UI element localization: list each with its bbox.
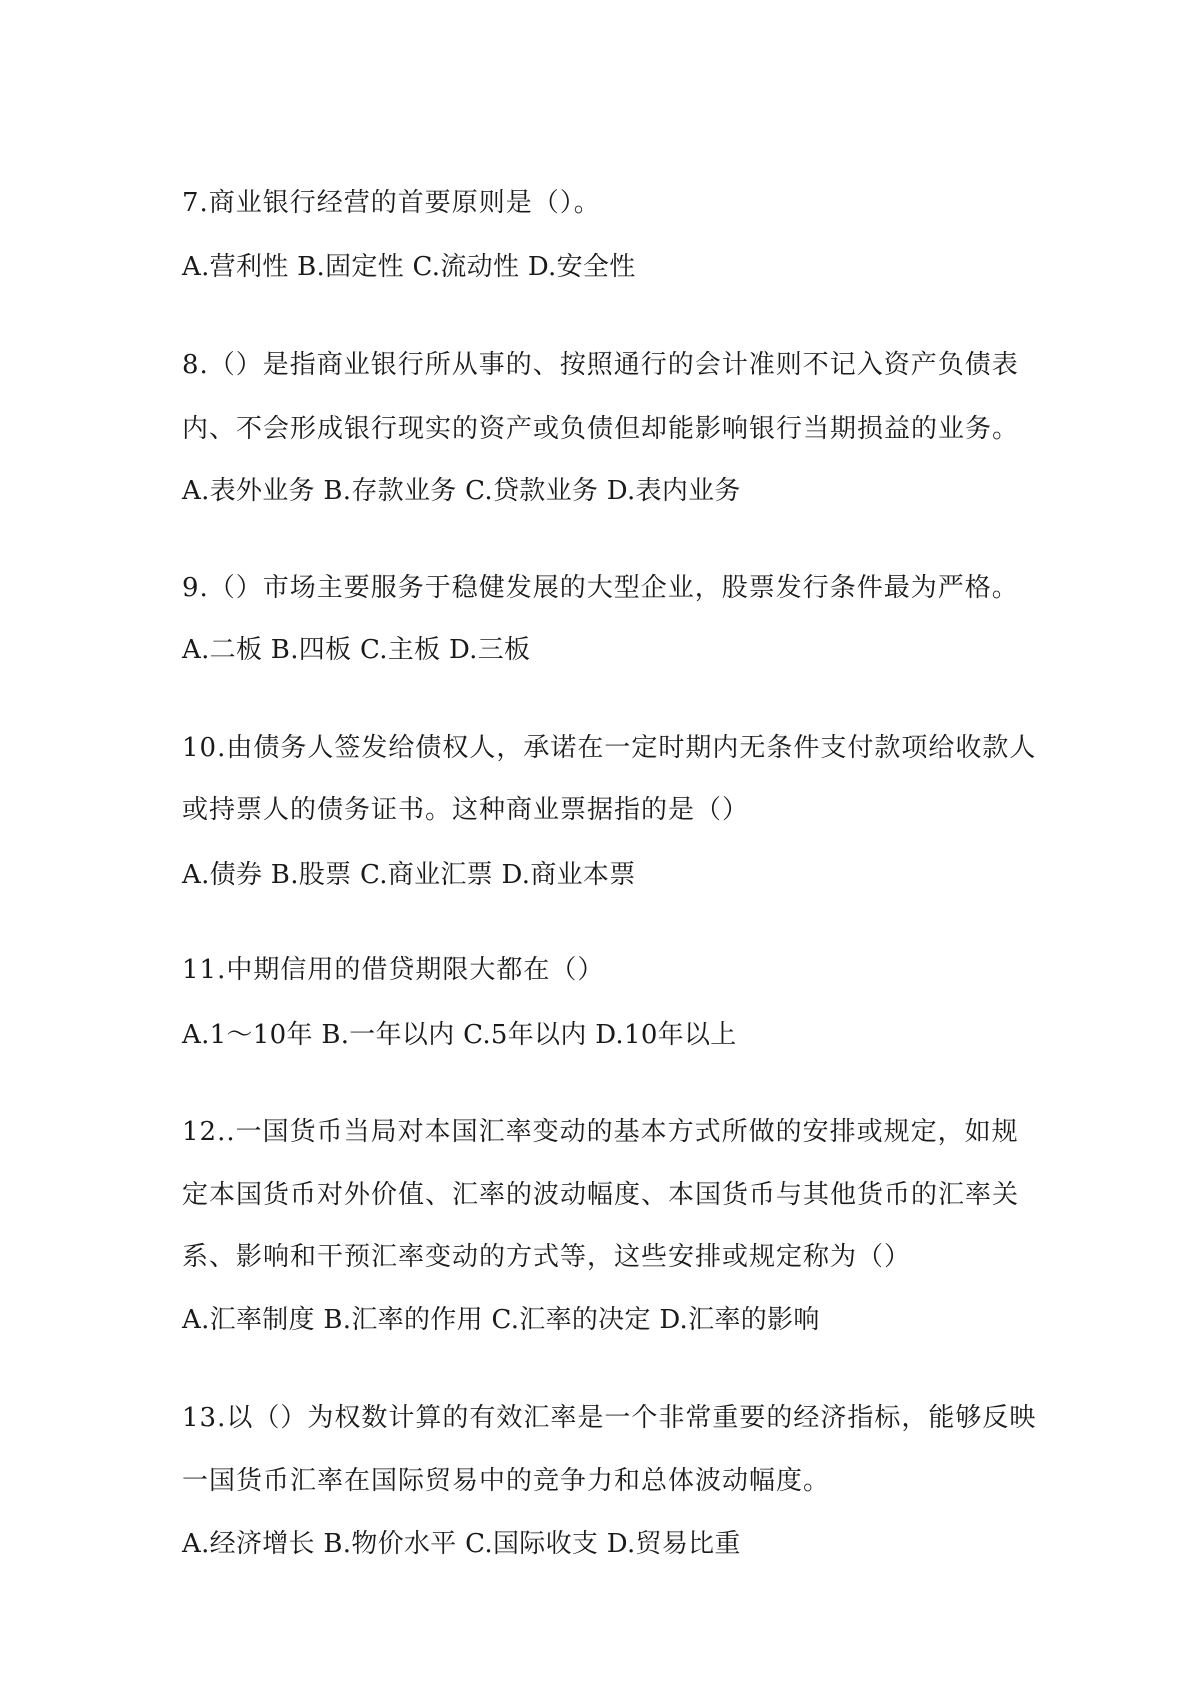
question-12-line-2: 定本国货币对外价值、汇率的波动幅度、本国货币与其他货币的汇率关 [182,1180,1020,1210]
question-9-options: A.二板 B.四板 C.主板 D.三板 [182,635,531,665]
question-13-line-2: 一国货币汇率在国际贸易中的竞争力和总体波动幅度。 [182,1466,831,1496]
question-11-options: A.1～10年 B.一年以内 C.5年以内 D.10年以上 [182,1020,737,1050]
question-8-options: A.表外业务 B.存款业务 C.贷款业务 D.表内业务 [182,476,741,506]
question-7-options: A.营利性 B.固定性 C.流动性 D.安全性 [182,252,636,282]
question-10-options: A.债券 B.股票 C.商业汇票 D.商业本票 [182,860,636,890]
question-13-line-1: 13.以（）为权数计算的有效汇率是一个非常重要的经济指标，能够反映 [182,1403,1037,1433]
question-8-line-1: 8.（）是指商业银行所从事的、按照通行的会计准则不记入资产负债表 [182,350,1019,380]
question-7-line-1: 7.商业银行经营的首要原则是（）。 [182,188,601,218]
question-12-line-3: 系、影响和干预汇率变动的方式等，这些安排或规定称为（） [182,1242,912,1272]
question-12-options: A.汇率制度 B.汇率的作用 C.汇率的决定 D.汇率的影响 [182,1305,820,1335]
question-9-line-1: 9.（）市场主要服务于稳健发展的大型企业，股票发行条件最为严格。 [182,573,1019,603]
question-11-line-1: 11.中期信用的借贷期限大都在（） [182,955,605,985]
question-10-line-2: 或持票人的债务证书。这种商业票据指的是（） [182,795,750,825]
question-8-line-2: 内、不会形成银行现实的资产或负债但却能影响银行当期损益的业务。 [182,414,1020,444]
question-13-options: A.经济增长 B.物价水平 C.国际收支 D.贸易比重 [182,1529,741,1559]
question-10-line-1: 10.由债务人签发给债权人，承诺在一定时期内无条件支付款项给收款人 [182,733,1037,763]
question-12-line-1: 12..一国货币当局对本国汇率变动的基本方式所做的安排或规定，如规 [182,1117,1019,1147]
